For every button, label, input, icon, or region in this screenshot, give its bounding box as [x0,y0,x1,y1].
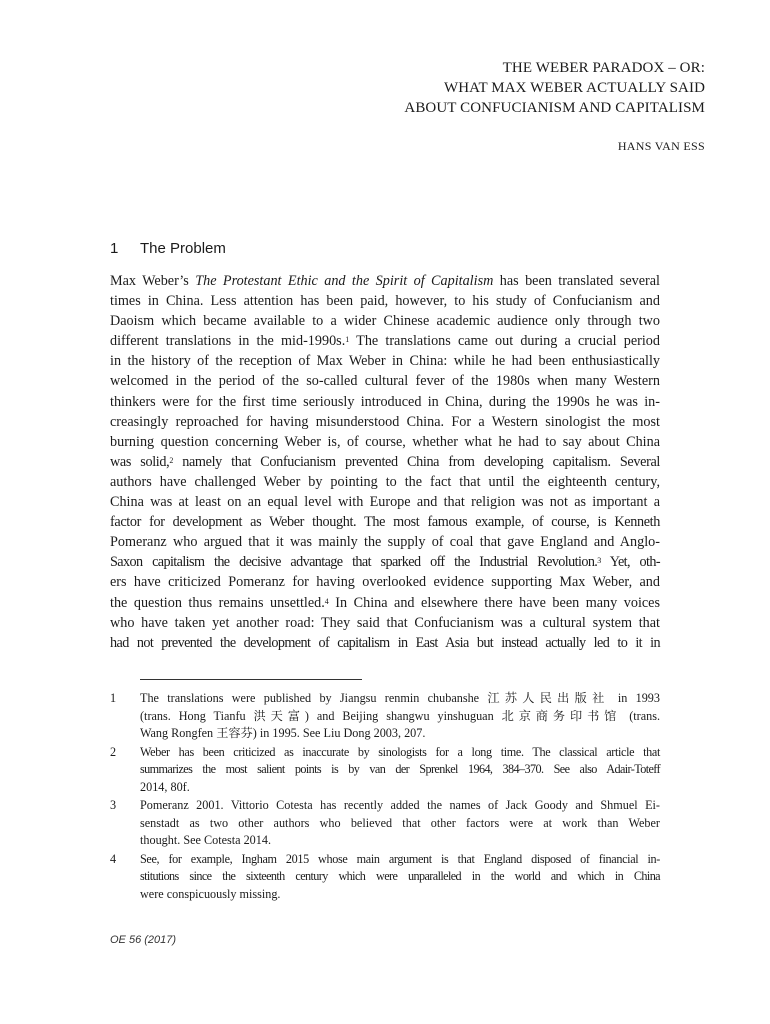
text-line: thinkers were for the first time seriously introduced in China, during the 1990s he was in- [110,393,660,410]
text-line: Pomeranz who argued that it was mainly the supply of coal that gave England and Anglo- [110,534,660,551]
footnote-divider [140,679,362,680]
title-line: WHAT MAX WEBER ACTUALLY SAID [443,80,705,96]
text-line: was solid,$^2$ namely that Confucianism prevented China from developing capitalism. Several [110,453,660,470]
section-heading [110,239,226,259]
text-line: burning question concerning Weber is, of course, whether what he had to say about China [110,433,660,450]
text-line: Max Weber’s The Protestant Ethic and the Spirit of Capitalism has been translated several [110,273,660,289]
footnote-line: See, for example, Ingham 2015 whose main argument is that England disposed of financial in- [140,851,660,866]
footnote-line: were conspicuously missing. [140,886,281,901]
title-line: ABOUT CONFUCIANISM AND CAPITALISM [404,100,705,116]
footnote-line: stitutions since the sixteenth century which were unparalleled in the world and which in China [140,869,660,883]
footnote-line: 2014, 80f. [140,779,190,794]
footnote-line: (trans. Hong Tianfu 洪天富) and Beijing shangwu yinshuguan 北京商务印书馆 (trans. [140,708,660,723]
text-line: welcomed in the period of the so-called cultural fever of the 1980s when many Western [110,373,660,390]
footnote-number: 4 [110,851,117,866]
footnote [110,851,660,904]
text-line: times in China. Less attention has been paid, however, to his study of Confucianism and [110,293,660,310]
footnote [110,690,660,743]
text-line: had not prevented the development of capitalism in East Asia but instead actually led to it in [110,634,660,651]
text-line: who have taken yet another road: They said that Confucianism was a cultural system that [110,614,660,631]
text-line: ers have criticized Pomeranz for having overlooked evidence supporting Max Weber, and [110,574,660,591]
text-line: creasingly reproached for having misunderstood China. For a Western sinologist the most [110,413,660,430]
section-title: The Problem [140,240,226,257]
journal-footer: OE 56 (2017) [110,934,177,946]
body-paragraph [110,271,660,653]
section-number: 1 [110,240,119,257]
footnote-line: Wang Rongfen 王容芬) in 1995. See Liu Dong 2003, 207. [140,726,426,740]
footnote-line: The translations were published by Jiangsu renmin chubanshe 江苏人民出版社 in 1993 [140,691,660,705]
text-line: in the history of the reception of Max Weber in China: while he had been enthusiastically [110,353,660,370]
footnote-ref[interactable]: 4 [324,596,329,606]
footnote-number: 2 [110,744,117,759]
text-line: factor for development as Weber thought. The most famous example, of course, is Kenneth [110,514,660,531]
footnote-ref[interactable]: 3 [597,556,601,566]
text-line: the question thus remains unsettled.$^4$ In China and elsewhere there have been many voices [110,594,660,611]
text-line: different translations in the mid-1990s.$^1$ The translations came out during a crucial period [110,333,660,350]
article-title [404,58,705,118]
text-line: authors have challenged Weber by pointing to the fact that until the eighteenth century, [110,473,660,490]
footnotes [110,690,660,904]
text-line: China was at least on an equal level with Europe and that religion was not as important a [110,494,660,511]
footnote-line: thought. See Cotesta 2014. [140,833,272,847]
footnote [110,744,660,797]
footnote-number: 1 [110,691,117,705]
footnote-line: Weber has been criticized as inaccurate by sinologists for a long time. The classical article that [140,744,660,759]
book-title: The Protestant Ethic and the Spirit of Capitalism [195,273,494,289]
text-line: Saxon capitalism the decisive advantage that sparked off the Industrial Revolution.$^3$ Yet, oth- [110,554,661,571]
footnote-line: senstadt as two other authors who believed that other factors were at work than Weber [140,815,660,830]
title-line: THE WEBER PARADOX – OR: [502,60,705,76]
text-line: Daoism which became available to a wider Chinese academic audience only through two [110,313,660,330]
author-name: HANS VAN ESS [617,139,705,153]
footnote-line: summarizes the most salient points is by van der Sprenkel 1964, 384–370. See also Adair-Toteff [140,762,660,776]
footnote-number: 3 [110,798,117,812]
footnote [110,797,660,850]
footnote-ref[interactable]: 2 [169,455,173,465]
footnote-line: Pomeranz 2001. Vittorio Cotesta has recently added the names of Jack Goody and Shmuel Ei- [140,798,660,812]
footnote-ref[interactable]: 1 [345,335,350,345]
